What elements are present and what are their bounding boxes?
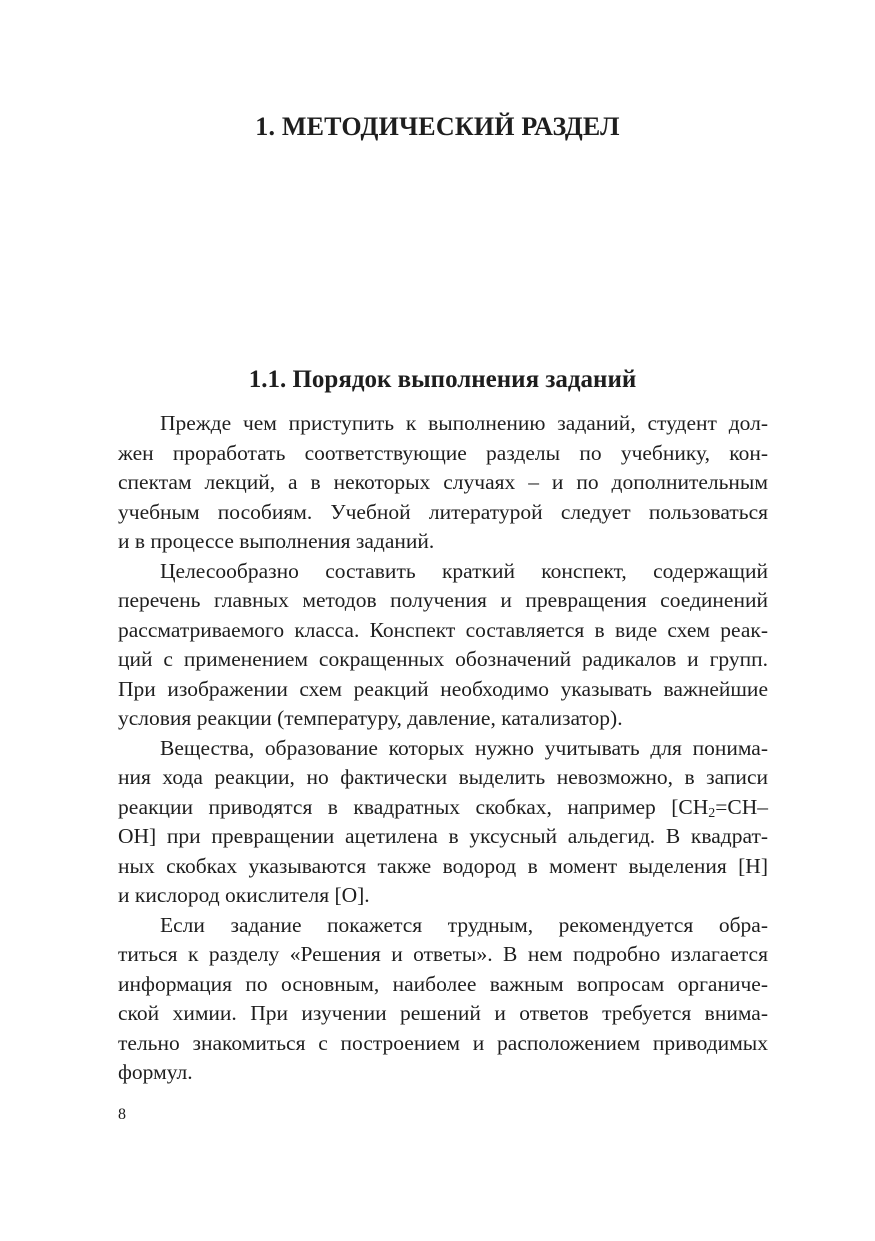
paragraph-4 [118, 911, 768, 1088]
paragraph-3 [118, 734, 768, 911]
section-title: 1.1. Порядок выполнения заданий [248, 366, 637, 393]
text-line: Целесообразно составить краткий конспект, содержащий [160, 558, 768, 583]
text-line: условия реакции (температуру, давление, катализатор). [118, 706, 623, 730]
text-line: ния хода реакции, но фактически выделить невозможно, в записи [118, 765, 768, 789]
text-line: ской химии. При изучении решений и ответов требуется внима- [118, 1001, 768, 1025]
text-line: и кислород окислителя [O]. [118, 883, 370, 907]
formula-text-after: =CH– [715, 794, 768, 819]
text-line: Вещества, образование которых нужно учитывать для понима- [160, 735, 768, 760]
paragraph-1 [118, 409, 768, 557]
paragraph-2 [118, 557, 768, 734]
text-line: Если задание покажется трудным, рекомендуется обра- [160, 912, 768, 937]
text-line: и в процессе выполнения заданий. [118, 529, 435, 553]
formula-line [118, 793, 768, 823]
chapter-title: 1. МЕТОДИЧЕСКИЙ РАЗДЕЛ [255, 112, 620, 141]
text-line: учебным пособиям. Учебной литературой следует пользоваться [118, 499, 768, 524]
text-line: спектам лекций, а в некоторых случаях – и по дополнительным [118, 470, 768, 494]
text-line: OH] при превращении ацетилена в уксусный альдегид. В квадрат- [118, 824, 768, 848]
formula-text-before: реакции приводятся в квадратных скобках, например [CH [118, 794, 709, 819]
text-line: Прежде чем приступить к выполнению заданий, студент дол- [160, 411, 768, 435]
formula-subscript: 2 [708, 805, 716, 821]
text-line: титься к разделу «Решения и ответы». В нем подробно излагается [118, 942, 768, 966]
text-line: формул. [118, 1060, 193, 1084]
text-line: тельно знакомиться с построением и расположением приводимых [118, 1030, 768, 1055]
text-line: ций с применением сокращенных обозначений радикалов и групп. [118, 647, 768, 671]
page-number: 8 [118, 1106, 126, 1123]
text-line: информация по основным, наиболее важным вопросам органиче- [118, 971, 768, 996]
text-line: При изображении схем реакций необходимо указывать важнейшие [118, 676, 768, 701]
text-line: ных скобках указываются также водород в момент выделения [H] [118, 853, 768, 878]
text-line: перечень главных методов получения и превращения соединений [118, 588, 768, 612]
body-text [118, 409, 768, 1088]
text-line: жен проработать соответствующие разделы по учебнику, кон- [118, 440, 768, 465]
text-line: рассматриваемого класса. Конспект составляется в виде схем реак- [118, 617, 768, 642]
